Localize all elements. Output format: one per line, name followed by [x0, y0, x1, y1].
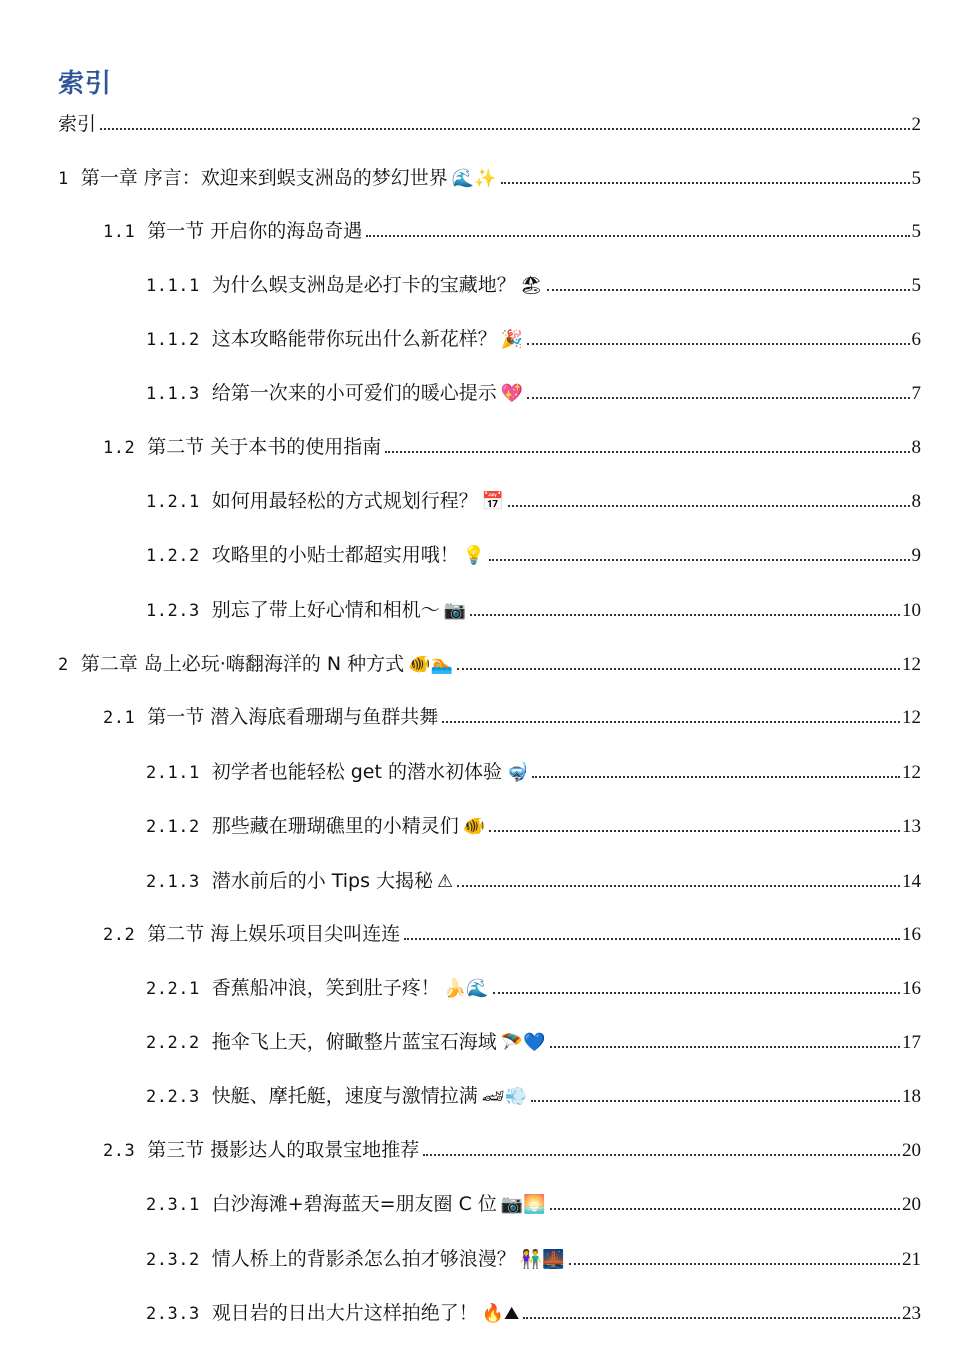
light-bulb-icon: 💡 — [462, 545, 486, 566]
toc-entry-subsection[interactable] — [146, 1027, 921, 1057]
toc-entry-number: 1.2.2 — [146, 546, 200, 566]
dot-leader — [423, 1154, 900, 1156]
toc-page-number: 5 — [911, 275, 921, 296]
toc-entry-label: 第二章 岛上必玩·嗨翻海洋的 N 种方式 — [80, 653, 405, 675]
toc-entry-label: 拖伞飞上天，俯瞰整片蓝宝石海域 — [211, 1031, 497, 1053]
toc-entry-subsection[interactable] — [146, 540, 921, 570]
toc-entry-label: 第一节 开启你的海岛奇遇 — [147, 220, 363, 242]
toc-entry-number: 2.3.2 — [146, 1250, 200, 1270]
dot-leader — [531, 1100, 900, 1102]
toc-page-number: 20 — [902, 1140, 921, 1161]
dot-leader — [442, 721, 900, 723]
dot-leader — [569, 1263, 900, 1265]
couple-bridge-icon: 👫🌉 — [519, 1249, 565, 1270]
toc-page-number: 20 — [902, 1194, 921, 1215]
tropical-fish-icon: 🐠 — [462, 816, 486, 837]
toc-entry-label: 第三节 摄影达人的取景宝地推荐 — [147, 1139, 420, 1161]
wave-sparkle-icon: 🌊✨ — [451, 168, 497, 189]
toc-entry-subsection[interactable] — [146, 1298, 921, 1328]
toc-entry-number: 1.2 — [103, 438, 136, 458]
toc-entry-label: 白沙海滩+碧海蓝天=朋友圈 C 位 — [211, 1193, 497, 1215]
toc-entry-number: 1.1.1 — [146, 276, 200, 296]
dot-leader — [457, 668, 900, 670]
toc-page-number: 9 — [911, 545, 921, 566]
toc-entry-label: 第二节 关于本书的使用指南 — [147, 436, 382, 458]
toc-page-number: 23 — [902, 1303, 921, 1324]
calendar-icon: 📅 — [481, 491, 505, 512]
toc-page-number: 16 — [902, 978, 921, 999]
toc-page-number: 12 — [902, 762, 921, 783]
dot-leader — [547, 289, 910, 291]
toc-entry-number: 2.2.2 — [146, 1033, 200, 1053]
dot-leader — [523, 1317, 900, 1319]
dot-leader — [550, 1046, 900, 1048]
party-popper-icon: 🎉 — [500, 329, 524, 350]
toc-entry-label: 这本攻略能带你玩出什么新花样？ — [211, 328, 497, 350]
parachute-heart-icon: 🪂💙 — [500, 1032, 546, 1053]
toc-entry-subsection[interactable] — [146, 1244, 921, 1274]
toc-entry-label: 别忘了带上好心情和相机～ — [211, 599, 440, 621]
dot-leader — [489, 559, 909, 561]
toc-entry-label: 第一章 序言：欢迎来到蜈支洲岛的梦幻世界 — [80, 167, 448, 189]
toc-entry-number: 2.1 — [103, 708, 136, 728]
toc-entry-number: 1.1 — [103, 222, 136, 242]
banana-wave-icon: 🍌🌊 — [443, 978, 489, 999]
toc-entry-subsection[interactable] — [146, 378, 921, 408]
toc-page-number: 21 — [902, 1249, 921, 1270]
toc-page-number: 2 — [911, 114, 921, 135]
toc-entry-label: 潜水前后的小 Tips 大揭秘 — [211, 870, 434, 892]
toc-page-number: 10 — [902, 600, 921, 621]
toc-entry-section[interactable] — [103, 216, 921, 246]
sparkling-heart-icon: 💖 — [500, 383, 524, 404]
dot-leader — [404, 938, 900, 940]
dot-leader — [527, 397, 909, 399]
toc-entry-chapter[interactable] — [58, 163, 921, 193]
toc-entry-subsection[interactable] — [146, 1081, 921, 1111]
dot-leader — [470, 614, 900, 616]
toc-page-number: 12 — [902, 654, 921, 675]
toc-entry-subsection[interactable] — [146, 757, 921, 787]
dot-leader — [385, 451, 909, 453]
toc-entry-label: 索引 — [58, 113, 97, 135]
dot-leader — [100, 128, 909, 130]
toc-entry-section[interactable] — [103, 919, 921, 949]
dot-leader — [501, 182, 910, 184]
toc-entry-number: 2.3 — [103, 1141, 136, 1161]
toc-page-number: 14 — [902, 871, 921, 892]
toc-entry-label: 那些藏在珊瑚礁里的小精灵们 — [211, 815, 459, 837]
dot-leader — [527, 343, 909, 345]
toc-entry-label: 快艇、摩托艇，速度与激情拉满 — [211, 1085, 478, 1107]
toc-page-number: 12 — [902, 707, 921, 728]
toc-entry-label: 情人桥上的背影杀怎么拍才够浪漫？ — [211, 1248, 516, 1270]
race-car-dash-icon: 🏎💨 — [481, 1086, 527, 1107]
toc-entry-subsection[interactable] — [146, 270, 921, 300]
dot-leader — [508, 505, 909, 507]
toc-entry-label: 如何用最轻松的方式规划行程？ — [211, 490, 478, 512]
toc-entry-subsection[interactable] — [146, 324, 921, 354]
camera-icon: 📷 — [443, 600, 467, 621]
toc-entry-number: 1.1.2 — [146, 330, 200, 350]
toc-page-number: 6 — [911, 329, 921, 350]
dot-leader — [532, 776, 900, 778]
camera-sunrise-icon: 📷🌅 — [500, 1194, 546, 1215]
toc-entry-label: 为什么蜈支洲岛是必打卡的宝藏地？ — [211, 274, 516, 296]
toc-entry-subsection[interactable] — [146, 1189, 921, 1219]
toc-entry-section[interactable] — [103, 432, 921, 462]
toc-entry-number: 1.1.3 — [146, 384, 200, 404]
fish-swimmer-icon: 🐠🏊 — [408, 654, 453, 675]
toc-entry-label: 给第一次来的小可爱们的暖心提示 — [211, 382, 497, 404]
toc-entry-subsection[interactable] — [146, 866, 921, 896]
toc-entry-number: 2.1.1 — [146, 763, 200, 783]
dot-leader — [493, 992, 900, 994]
toc-entry-number: 2.2 — [103, 925, 136, 945]
toc-entry-section[interactable] — [103, 1135, 921, 1165]
toc-entry-number: 1.2.3 — [146, 601, 200, 621]
page-title: 索引 — [58, 69, 113, 99]
toc-page-number: 8 — [911, 491, 921, 512]
toc-entry-number: 2.3.3 — [146, 1304, 200, 1324]
dot-leader — [366, 235, 909, 237]
toc-entry-subsection[interactable] — [146, 595, 921, 625]
toc-entry-subsection[interactable] — [146, 973, 921, 1003]
fire-mountain-icon: 🔥⛰ — [481, 1303, 520, 1324]
toc-page-number: 5 — [911, 221, 921, 242]
toc-entry-subsection[interactable] — [146, 486, 921, 516]
dot-leader — [489, 830, 900, 832]
toc-entry-label: 观日岩的日出大片这样拍绝了！ — [211, 1302, 478, 1324]
toc-entry-number: 2 — [58, 655, 69, 675]
toc-entry[interactable] — [58, 109, 921, 139]
toc-page-number: 17 — [902, 1032, 921, 1053]
toc-entry-subsection[interactable] — [146, 811, 921, 841]
dot-leader — [457, 885, 900, 887]
toc-page-number: 13 — [902, 816, 921, 837]
toc-entry-chapter[interactable] — [58, 649, 921, 679]
beach-icon: 🏖 — [519, 275, 543, 296]
toc-entry-number: 2.2.1 — [146, 979, 200, 999]
toc-page-number: 18 — [902, 1086, 921, 1107]
warning-icon: ⚠ — [437, 871, 454, 892]
dot-leader — [550, 1208, 900, 1210]
toc-entry-number: 2.1.3 — [146, 872, 200, 892]
toc-page-number: 5 — [911, 168, 921, 189]
toc-entry-label: 攻略里的小贴士都超实用哦！ — [211, 544, 459, 566]
toc-entry-number: 2.1.2 — [146, 817, 200, 837]
toc-entry-number: 2.2.3 — [146, 1087, 200, 1107]
toc-entry-number: 1.2.1 — [146, 492, 200, 512]
toc-page-number: 8 — [911, 437, 921, 458]
toc-page-number: 16 — [902, 924, 921, 945]
toc-entry-label: 第一节 潜入海底看珊瑚与鱼群共舞 — [147, 706, 439, 728]
toc-entry-label: 第二节 海上娱乐项目尖叫连连 — [147, 923, 401, 945]
toc-entry-number: 2.3.1 — [146, 1195, 200, 1215]
toc-entry-section[interactable] — [103, 702, 921, 732]
toc-page-number: 7 — [911, 383, 921, 404]
toc-entry-label: 初学者也能轻松 get 的潜水初体验 — [211, 761, 502, 783]
diving-mask-icon: 🤿 — [505, 762, 529, 783]
toc-entry-label: 香蕉船冲浪，笑到肚子疼！ — [211, 977, 440, 999]
toc-entry-number: 1 — [58, 169, 69, 189]
